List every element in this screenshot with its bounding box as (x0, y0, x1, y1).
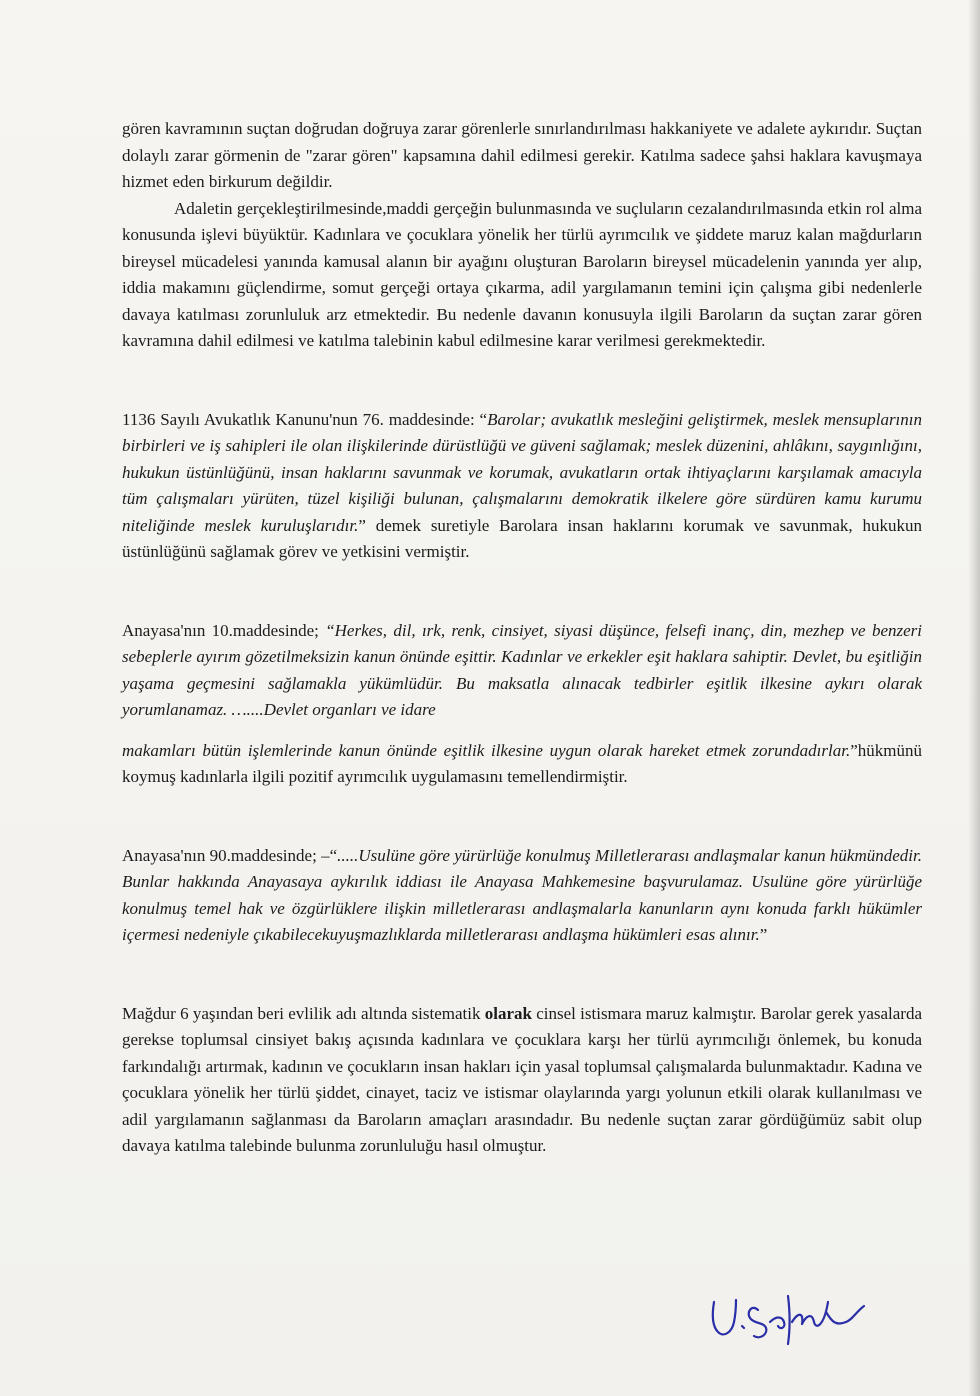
paragraph-anayasa-10 (122, 618, 922, 724)
paragraph-avukatlik-kanunu (122, 407, 922, 566)
paragraph-3-intro: 1136 Sayılı Avukatlık Kanunu'nun 76. maddesinde: “ (122, 409, 488, 429)
paragraph-2: Adaletin gerçekleştirilmesinde,maddi gerçeğin bulunmasında ve suçluların cezalandırılmasında etkin rol alma konusunda işlevi büyüktür. Kadınlara ve çocuklara yönelik her türlü ayrımcılık ve şiddete maruz kalan mağdurların bireysel mücadelesi yanında kamusal alanın bir ayağını oluşturan Baroların bireysel mücadelenin yanında yer alıp, iddia makamını güçlendirme, somut gerçeği ortaya çıkarma, adil yargılamanın temini için çalışma gibi nedenlerle davaya katılması zorunluluk arz etmektedir. Bu nedenle davanın konusuyla ilgili Baroların da suçtan zarar gören kavramına dahil edilmesi ve katılma talebinin kabul edilmesine karar verilmesi gerekmektedir. (122, 198, 922, 350)
scan-edge-shadow (968, 0, 980, 1396)
paragraph-6-b: cinsel istismara maruz kalmıştır. Barolar gerek yasalarda gerekse toplumsal cinsiyet bakış açısında kadınlara ve çocuklara karşı her türlü ayrımcılığı önlemek, bu konuda farkındalığı artırmak, kadının ve çocukların insan hakları için yasal toplumsal çalışmalarda bulunmaktadır. Kadına ve çocuklara yönelik her türlü şiddet, cinayet, taciz ve istismar olaylarında yargı yolunun etkili olarak kullanılması ve adil yargılamanın sağlanması da Baroların amaçları arasındadır. Bu nedenle suçtan zarar gördüğümüz sabit olup davaya katılma talebinde bulunma zorunluluğu hasıl olmuştur. (122, 1003, 922, 1155)
paragraph-4-quote-a: “Herkes, dil, ırk, renk, cinsiyet, siyasi düşünce, felsefi inanç, din, mezhep ve benzeri sebeplerle ayırım gözetilmeksizin kanun önünde eşittir. Kadınlar ve erkekler eşit haklara sahiptir. Devlet, bu eşitliğin yaşama geçmesini sağlamakla yükümlüdür. Bu maksatla alınacak tedbirler eşitlik ilkesine aykırı olarak yorumlanamaz. …....Devlet organları ve idare (122, 620, 922, 719)
paragraph-5-outro: ” (759, 925, 768, 944)
paragraph-3-outro: ” demek suretiyle Barolara insan haklarını korumak ve savunmak, hukukun üstünlüğünü sağlamak görev ve yetkisini vermiştir. (122, 515, 922, 561)
paragraph-3-quote: Barolar; avukatlık mesleğini geliştirmek, meslek mensuplarının birbirleri ve iş sahipleri ile olan ilişkilerinde dürüstlüğü ve güveni sağlamak; meslek düzenini, ahlâkını, saygınlığını, hukukun üstünlüğünü, insan haklarını savunmak ve korumak, avukatların ortak ihtiyaçlarını karşılamak amacıyla tüm çalışmaları yürüten, tüzel kişiliği bulunan, çalışmalarını demokratik ilkelere göre sürdüren kamu kurumu niteliğinde meslek kuruluşlarıdır. (122, 409, 923, 535)
paragraph-5-quote: .....Usulüne göre yürürlüğe konulmuş Milletlerarası andlaşmalar kanun hükmündedir. Bunlar hakkında Anayasaya aykırılık iddiası ile Anayasa Mahkemesine başvurulamaz. Usulüne göre yürürlüğe konulmuş temel hak ve özgürlüklere ilişkin milletlerarası andlaşmalarla kanunların aynı konuda farklı hükümler içermesi nedeniyle çıkabilecekuyuşmazlıklarda milletlerarası andlaşma hükümleri esas alınır. (122, 845, 922, 944)
paragraph-4-quote-b: makamları bütün işlemlerinde kanun önünde eşitlik ilkesine uygun olarak hareket etmek zorundadırlar. (122, 740, 851, 760)
paragraph-4-intro: Anayasa'nın 10.maddesinde; (122, 620, 326, 640)
paragraph-anayasa-90 (122, 843, 922, 949)
paragraph-5-intro: Anayasa'nın 90.maddesinde; –“ (122, 845, 338, 865)
paragraph-6-bold: olarak (484, 1003, 532, 1023)
paragraph-1: gören kavramının suçtan doğrudan doğruya zarar görenlerle sınırlandırılması hakkaniyete ve adalete aykırıdır. Suçtan dolaylı zarar görmenin de "zarar gören" kapsamına dahil edilmesi gerekir. Katılma sadece şahsi haklara kavuşmaya hizmet eden birkurum değildir. (122, 119, 922, 191)
paragraph-conclusion (122, 1001, 922, 1160)
paragraph-anayasa-10-cont (122, 738, 922, 791)
document-body (122, 116, 922, 1160)
paragraph-4-outro: ”hükmünü koymuş kadınlarla ilgili pozitif ayrımcılık uygulamasını temellendirmiştir. (122, 740, 922, 786)
paragraph-6-a: Mağdur 6 yaşından beri evlilik adı altında sistematik (122, 1003, 485, 1023)
handwritten-signature (706, 1282, 876, 1352)
